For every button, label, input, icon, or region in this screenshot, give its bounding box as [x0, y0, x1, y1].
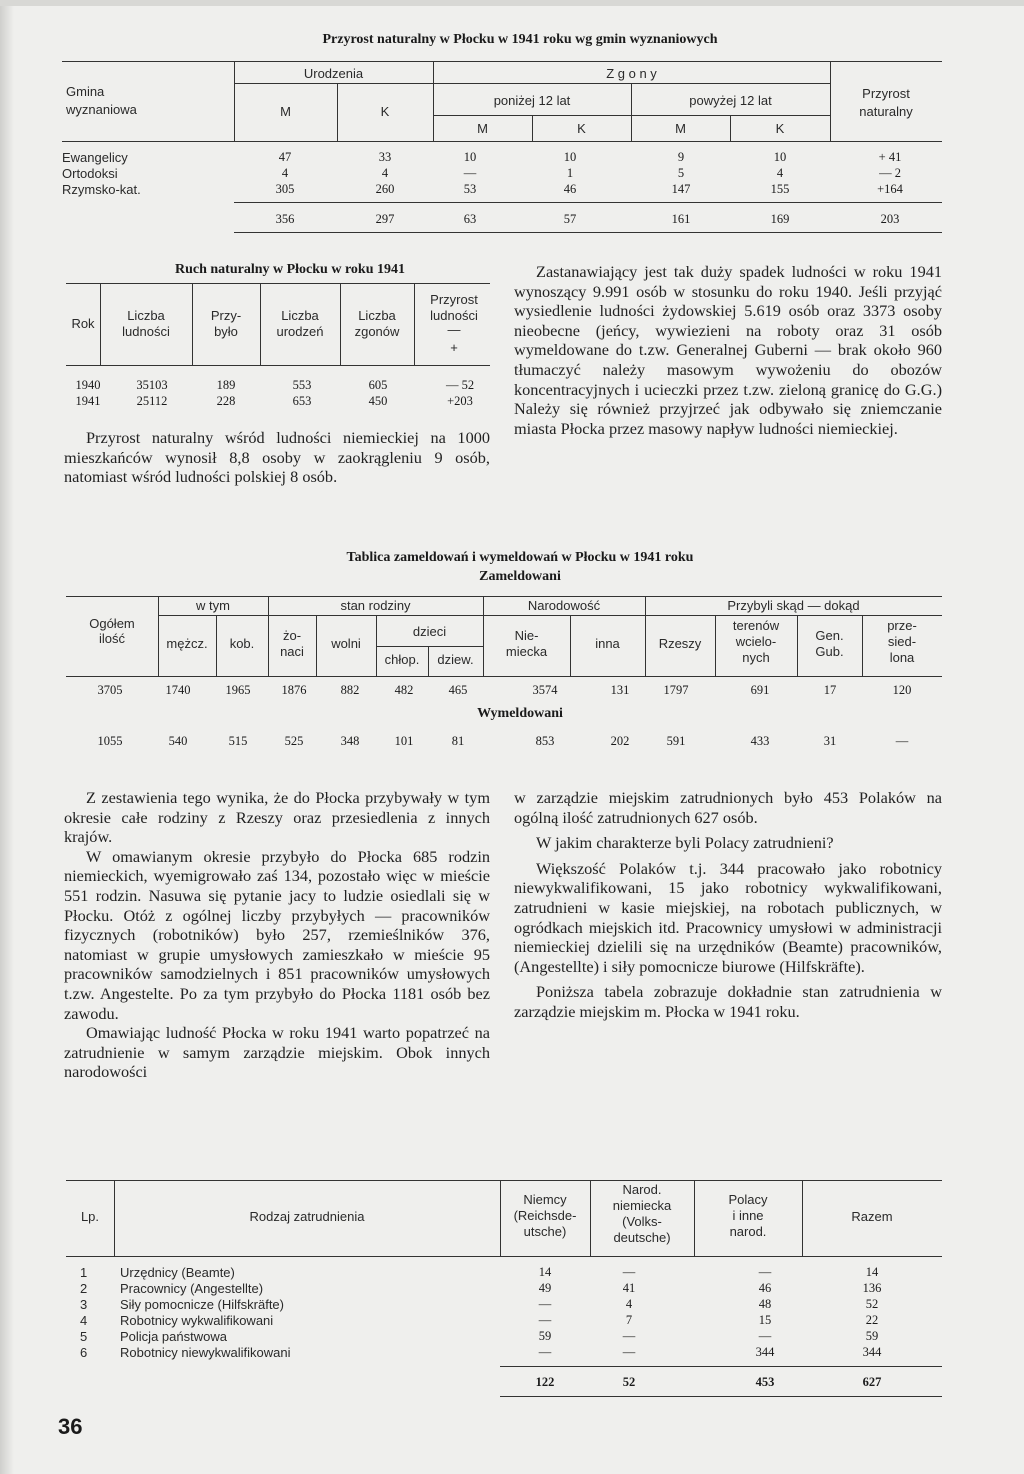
t3-cell: 1876 [281, 683, 307, 697]
paragraph: Poniższa tabela zobrazuje dokładnie stan zatrudnienia w zarządzie miejskim m. Płocka w 1941 roku. [514, 982, 942, 1021]
t1-cell: 10 [463, 150, 477, 164]
t3-h-gen: Gen. [815, 628, 844, 643]
t1-total: 57 [563, 212, 577, 226]
t1-total: 63 [463, 212, 477, 226]
text-column-left [64, 788, 490, 1082]
t4-cell: — [622, 1329, 636, 1343]
t4-lp: 6 [80, 1345, 88, 1360]
t3-h-zo: żo- [282, 628, 302, 643]
table3-zameldowani: Zameldowani [479, 569, 561, 584]
t4-cell: 52 [865, 1297, 879, 1311]
t3-cell: 525 [284, 734, 304, 748]
t1-cell: 9 [677, 150, 685, 164]
t3-h-wtym: w tym [196, 598, 230, 613]
t4-cell: — [538, 1313, 552, 1327]
t4-lp: 5 [80, 1329, 88, 1344]
t4-h-niemiecka: niemiecka [612, 1198, 672, 1213]
t3-cell: 202 [610, 734, 630, 748]
t1-row-name: Ortodoksi [62, 166, 118, 181]
t4-cell: 14 [538, 1265, 552, 1279]
t1-total: 161 [671, 212, 691, 226]
t1-cell: 305 [275, 182, 295, 196]
t4-rodzaj: Policja państwowa [120, 1329, 227, 1344]
t3-cell: 853 [535, 734, 555, 748]
t4-h-iinne: i inne [732, 1208, 764, 1223]
t3-cell: 131 [610, 683, 630, 697]
t1-cell: 4 [776, 166, 784, 180]
t1-cell: 10 [773, 150, 787, 164]
t3-cell: 540 [168, 734, 188, 748]
t2-cell: 35103 [136, 378, 168, 392]
t1-cell: — 2 [879, 166, 901, 180]
t4-cell: — [538, 1345, 552, 1359]
t2-h-ludnosci: ludności [122, 324, 170, 339]
t4-cell: — [622, 1265, 636, 1279]
scan-edge [0, 0, 14, 1474]
t4-cell: 41 [622, 1281, 636, 1295]
t3-h-przybyli: Przybyli skąd — dokąd [727, 598, 860, 613]
t1-total: 356 [275, 212, 295, 226]
paragraph: Z zestawienia tego wynika, że do Płocka przybywały w tym okresie całe rodziny z Rzeszy oraz przesiedlenia z innych krajów. [64, 788, 490, 847]
t4-cell: 59 [865, 1329, 879, 1343]
t4-cell: 22 [865, 1313, 879, 1327]
t1-total: 297 [375, 212, 395, 226]
t1-cell: 47 [278, 150, 292, 164]
t3-h-lona: lona [889, 650, 915, 665]
t3-cell: 465 [448, 683, 468, 697]
t4-lp: 1 [80, 1265, 88, 1280]
table2-title: Ruch naturalny w Płocku w roku 1941 [174, 262, 405, 277]
t3-cell: 81 [451, 734, 465, 748]
table1-title: Przyrost naturalny w Płocku w 1941 roku wg gmin wyznaniowych [322, 32, 718, 47]
t4-rodzaj: Siły pomocnicze (Hilfskräfte) [120, 1297, 284, 1312]
t4-cell: 48 [758, 1297, 772, 1311]
paragraph: W jakim charakterze byli Polacy zatrudnieni? [536, 833, 834, 853]
t3-cell: 515 [228, 734, 248, 748]
t3-cell: 1965 [225, 683, 251, 697]
table3-title: Tablica zameldowań i wymeldowań w Płocku w 1941 roku [346, 550, 694, 565]
t3-h-naci: naci [280, 644, 304, 659]
t3-h-prze: prze- [887, 618, 917, 633]
t3-h-ilosc: ilość [98, 631, 125, 646]
t1-h-k2: K [577, 121, 586, 136]
t3-cell: 3705 [97, 683, 123, 697]
t1-h-urodzenia: Urodzenia [303, 66, 364, 81]
t3-cell: 31 [823, 734, 837, 748]
t4-cell: 59 [538, 1329, 552, 1343]
paragraph: Zastanawiający jest tak duży spadek ludności w roku 1941 wynoszący 9.991 osób w stosunku do roku 1940. Jeśli przyjąć wysiedlenie ludności żydowskiej 5.619 osób oraz 3373 osoby nieobecne (jeńcy, wywiezieni na roboty oraz 31 osób wymeldowane do t.zw. Generalnej Guberni — brak około 960 tłumaczyć należy masowym wywożeniu do obozów koncentracyjnych i ucieczki przez t.zw. zieloną granicę do G.G.) Należy się również przyjrzeć jak odbywało się zniemczanie miasta Płocka przez masowy napływ ludności niemieckiej. [514, 262, 942, 438]
t3-cell: 1797 [663, 683, 689, 697]
scan-edge-top [0, 0, 1024, 6]
t3-h-ogolem: Ogółem [89, 616, 135, 631]
t2-cell: 228 [216, 394, 236, 408]
paragraph-left-1 [64, 428, 490, 487]
t1-h-przyrost: Przyrost [862, 86, 910, 101]
t1-h-k3: K [775, 121, 785, 136]
paragraph: Przyrost naturalny wśród ludności niemieckiej na 1000 mieszkańców wynosił 8,8 osoby w zaokrągleniu 9 osób, natomiast wśród ludności polskiej 8 osób. [64, 428, 490, 487]
t2-cell: 1940 [75, 378, 101, 392]
t2-cell: 25112 [136, 394, 168, 408]
t1-cell: 260 [375, 182, 395, 196]
t1-h-zgony: Z g o n y [606, 66, 657, 81]
t1-h-m3: M [675, 121, 686, 136]
t3-h-dzieci: dzieci [412, 624, 447, 639]
t1-h-gmina: Gmina [66, 84, 105, 99]
t2-h-przyrost: Przyrost [430, 292, 478, 307]
t2-h-plus: + [450, 340, 458, 355]
t1-cell: 33 [378, 150, 392, 164]
paragraph: Omawiając ludność Płocka w roku 1941 warto popatrzeć na zatrudnienie w samym zarządzie miejskim. Obok innych narodowości [64, 1023, 490, 1082]
t3-h-nie: Nie- [514, 628, 539, 643]
t3-cell: 482 [394, 683, 414, 697]
t3-cell: 3574 [532, 683, 558, 697]
t4-h-lp: Lp. [80, 1209, 100, 1224]
t1-h-m: M [280, 104, 291, 119]
t4-cell: 136 [862, 1281, 882, 1295]
t1-cell: +164 [877, 182, 903, 196]
t1-cell: 46 [563, 182, 577, 196]
t2-cell: 553 [292, 378, 312, 392]
t3-h-sied: sied- [887, 634, 917, 649]
t4-rodzaj: Robotnicy wykwalifikowani [120, 1313, 274, 1328]
t1-cell: 4 [381, 166, 389, 180]
text-column-right [514, 788, 942, 1022]
t1-h-powyzej: powyżej 12 lat [689, 93, 772, 108]
t1-cell: 53 [463, 182, 477, 196]
t4-cell: 46 [758, 1281, 772, 1295]
t4-cell: — [758, 1329, 772, 1343]
t3-h-inna: inna [595, 636, 620, 651]
t2-cell: 189 [216, 378, 236, 392]
t4-cell: 15 [758, 1313, 772, 1327]
t4-h-polacy: Polacy [728, 1192, 768, 1207]
t4-cell: — [622, 1345, 636, 1359]
t4-cell: — [538, 1297, 552, 1311]
t1-cell: 155 [770, 182, 790, 196]
t3-h-wcielo: wcielo- [735, 634, 777, 649]
t4-h-narod: Narod. [622, 1182, 662, 1197]
t4-h-utsche: utsche) [523, 1224, 567, 1239]
t2-h-przy: Przy- [210, 308, 242, 323]
t2-h-minus: — [447, 322, 461, 337]
t2-cell: +203 [447, 394, 473, 408]
t4-h-reichs: (Reichsde- [513, 1208, 577, 1223]
t2-cell: 605 [368, 378, 388, 392]
t1-h-m2: M [477, 121, 488, 136]
t4-total: 52 [622, 1375, 636, 1389]
t2-h-zgonow: zgonów [354, 324, 400, 339]
t2-h-liczba2: Liczba [281, 308, 319, 323]
t1-h-naturalny: naturalny [859, 104, 913, 119]
t1-total: 169 [770, 212, 790, 226]
t3-h-dziew: dziew. [437, 652, 474, 667]
t4-cell: 344 [862, 1345, 882, 1359]
t3-h-wolni: wolni [331, 636, 361, 651]
t3-cell: 1740 [165, 683, 191, 697]
t2-cell: 653 [292, 394, 312, 408]
t4-rodzaj: Urzędnicy (Beamte) [120, 1265, 235, 1280]
table3-wymeldowani: Wymeldowani [477, 706, 563, 721]
t1-cell: 1 [566, 166, 574, 180]
t4-total: 122 [535, 1375, 555, 1389]
paragraph: w zarządzie miejskim zatrudnionych było 453 Polaków na ogólną ilość zatrudnionych 627 osób. [514, 788, 942, 827]
t4-cell: — [758, 1265, 772, 1279]
t1-h-k: K [380, 104, 390, 119]
t3-h-terenow: terenów [732, 618, 780, 633]
t1-h-wyznaniowa: wyznaniowa [66, 102, 137, 117]
t3-cell: 101 [394, 734, 414, 748]
t3-h-kob: kob. [229, 636, 255, 651]
t4-rodzaj: Robotnicy niewykwalifikowani [120, 1345, 291, 1360]
t3-h-stan: stan rodziny [340, 598, 411, 613]
t4-cell: 49 [538, 1281, 552, 1295]
t4-h-razem: Razem [851, 1209, 893, 1224]
t3-cell: 1055 [97, 734, 123, 748]
t3-cell: — [895, 734, 909, 748]
t2-h-ludnosci2: ludności [430, 308, 478, 323]
t4-h-deutsche: deutsche) [613, 1230, 671, 1245]
t3-h-mezcz: mężcz. [166, 636, 208, 651]
t1-cell: — [463, 166, 477, 180]
t1-row-name: Rzymsko-kat. [62, 182, 141, 197]
t3-h-gub: Gub. [815, 644, 844, 659]
t3-cell: 433 [750, 734, 770, 748]
paragraph: Większość Polaków t.j. 344 pracowało jako robotnicy niewykwalifikowani, 15 jako robotnicy wykwalifikowani, zatrudnieni w kasie miejskiej, na robotach publicznych, w ogródkach miejskich itd. Pracownicy umysłowi w administracji niemieckiej dzielili się na urzędników (Beamte) pracowników, (Angestellte) i siły pomocnicze biurowe (Hilfskräfte). [514, 858, 942, 976]
t3-cell: 348 [340, 734, 360, 748]
t2-h-liczba: Liczba [127, 308, 165, 323]
t4-lp: 2 [80, 1281, 88, 1296]
t1-total: 203 [880, 212, 900, 226]
t4-h-rodzaj: Rodzaj zatrudnienia [249, 1209, 365, 1224]
t4-cell: 14 [865, 1265, 879, 1279]
t2-cell: — 52 [445, 378, 475, 392]
t2-h-urodzen: urodzeń [276, 324, 324, 339]
t3-h-nych: nych [742, 650, 770, 665]
paragraph: W omawianym okresie przybyło do Płocka 685 rodzin niemieckich, wyemigrowało zaś 134, pozostało więc w mieście 551 rodzin. Nasuwa się pytanie jacy to ludzie osiedlali się w Płocku. Otóż z ogólnej liczby przybyłych — pracowników fizycznych (robotników) było 257, rzemieślników 376, natomiast w grupie umysłowych zamieszkało w mieście 95 pracowników samodzielnych i 851 pracowników umysłowych t.zw. Angestelte. Po za tym przybyło do Płocka 1181 osób bez zawodu. [64, 846, 490, 1023]
t2-cell: 450 [368, 394, 388, 408]
t4-cell: 7 [625, 1313, 633, 1327]
t2-h-bylo: było [214, 324, 238, 339]
t3-h-narod: Narodowość [527, 598, 601, 613]
t2-cell: 1941 [75, 394, 101, 408]
t2-h-liczba3: Liczba [358, 308, 396, 323]
t3-cell: 691 [750, 683, 770, 697]
t2-h-rok: Rok [71, 316, 95, 331]
t3-cell: 17 [823, 683, 837, 697]
t1-h-ponizej: poniżej 12 lat [493, 93, 571, 108]
t4-rodzaj: Pracownicy (Angestellte) [120, 1281, 264, 1296]
t3-cell: 882 [340, 683, 360, 697]
t1-cell: 147 [671, 182, 691, 196]
t4-h-niemcy: Niemcy [523, 1192, 567, 1207]
t1-cell: + 41 [878, 150, 902, 164]
t3-h-miecka: miecka [505, 644, 548, 659]
t4-cell: 344 [755, 1345, 775, 1359]
t4-h-narod2: narod. [729, 1224, 767, 1239]
t4-lp: 4 [80, 1313, 88, 1328]
t1-cell: 5 [677, 166, 685, 180]
t4-lp: 3 [80, 1297, 88, 1312]
t4-total: 627 [862, 1375, 882, 1389]
t4-total: 453 [755, 1375, 775, 1389]
t4-cell: 4 [625, 1297, 633, 1311]
t3-h-chlop: chłop. [384, 652, 420, 667]
paragraph-right-1 [514, 262, 942, 438]
t3-cell: 120 [892, 683, 912, 697]
page-number: 36 [58, 1414, 83, 1439]
t3-h-rzeszy: Rzeszy [658, 636, 702, 651]
t4-h-volks: (Volks- [622, 1214, 662, 1229]
t1-row-name: Ewangelicy [62, 150, 128, 165]
t3-cell: 591 [666, 734, 686, 748]
t1-cell: 10 [563, 150, 577, 164]
t1-cell: 4 [281, 166, 289, 180]
